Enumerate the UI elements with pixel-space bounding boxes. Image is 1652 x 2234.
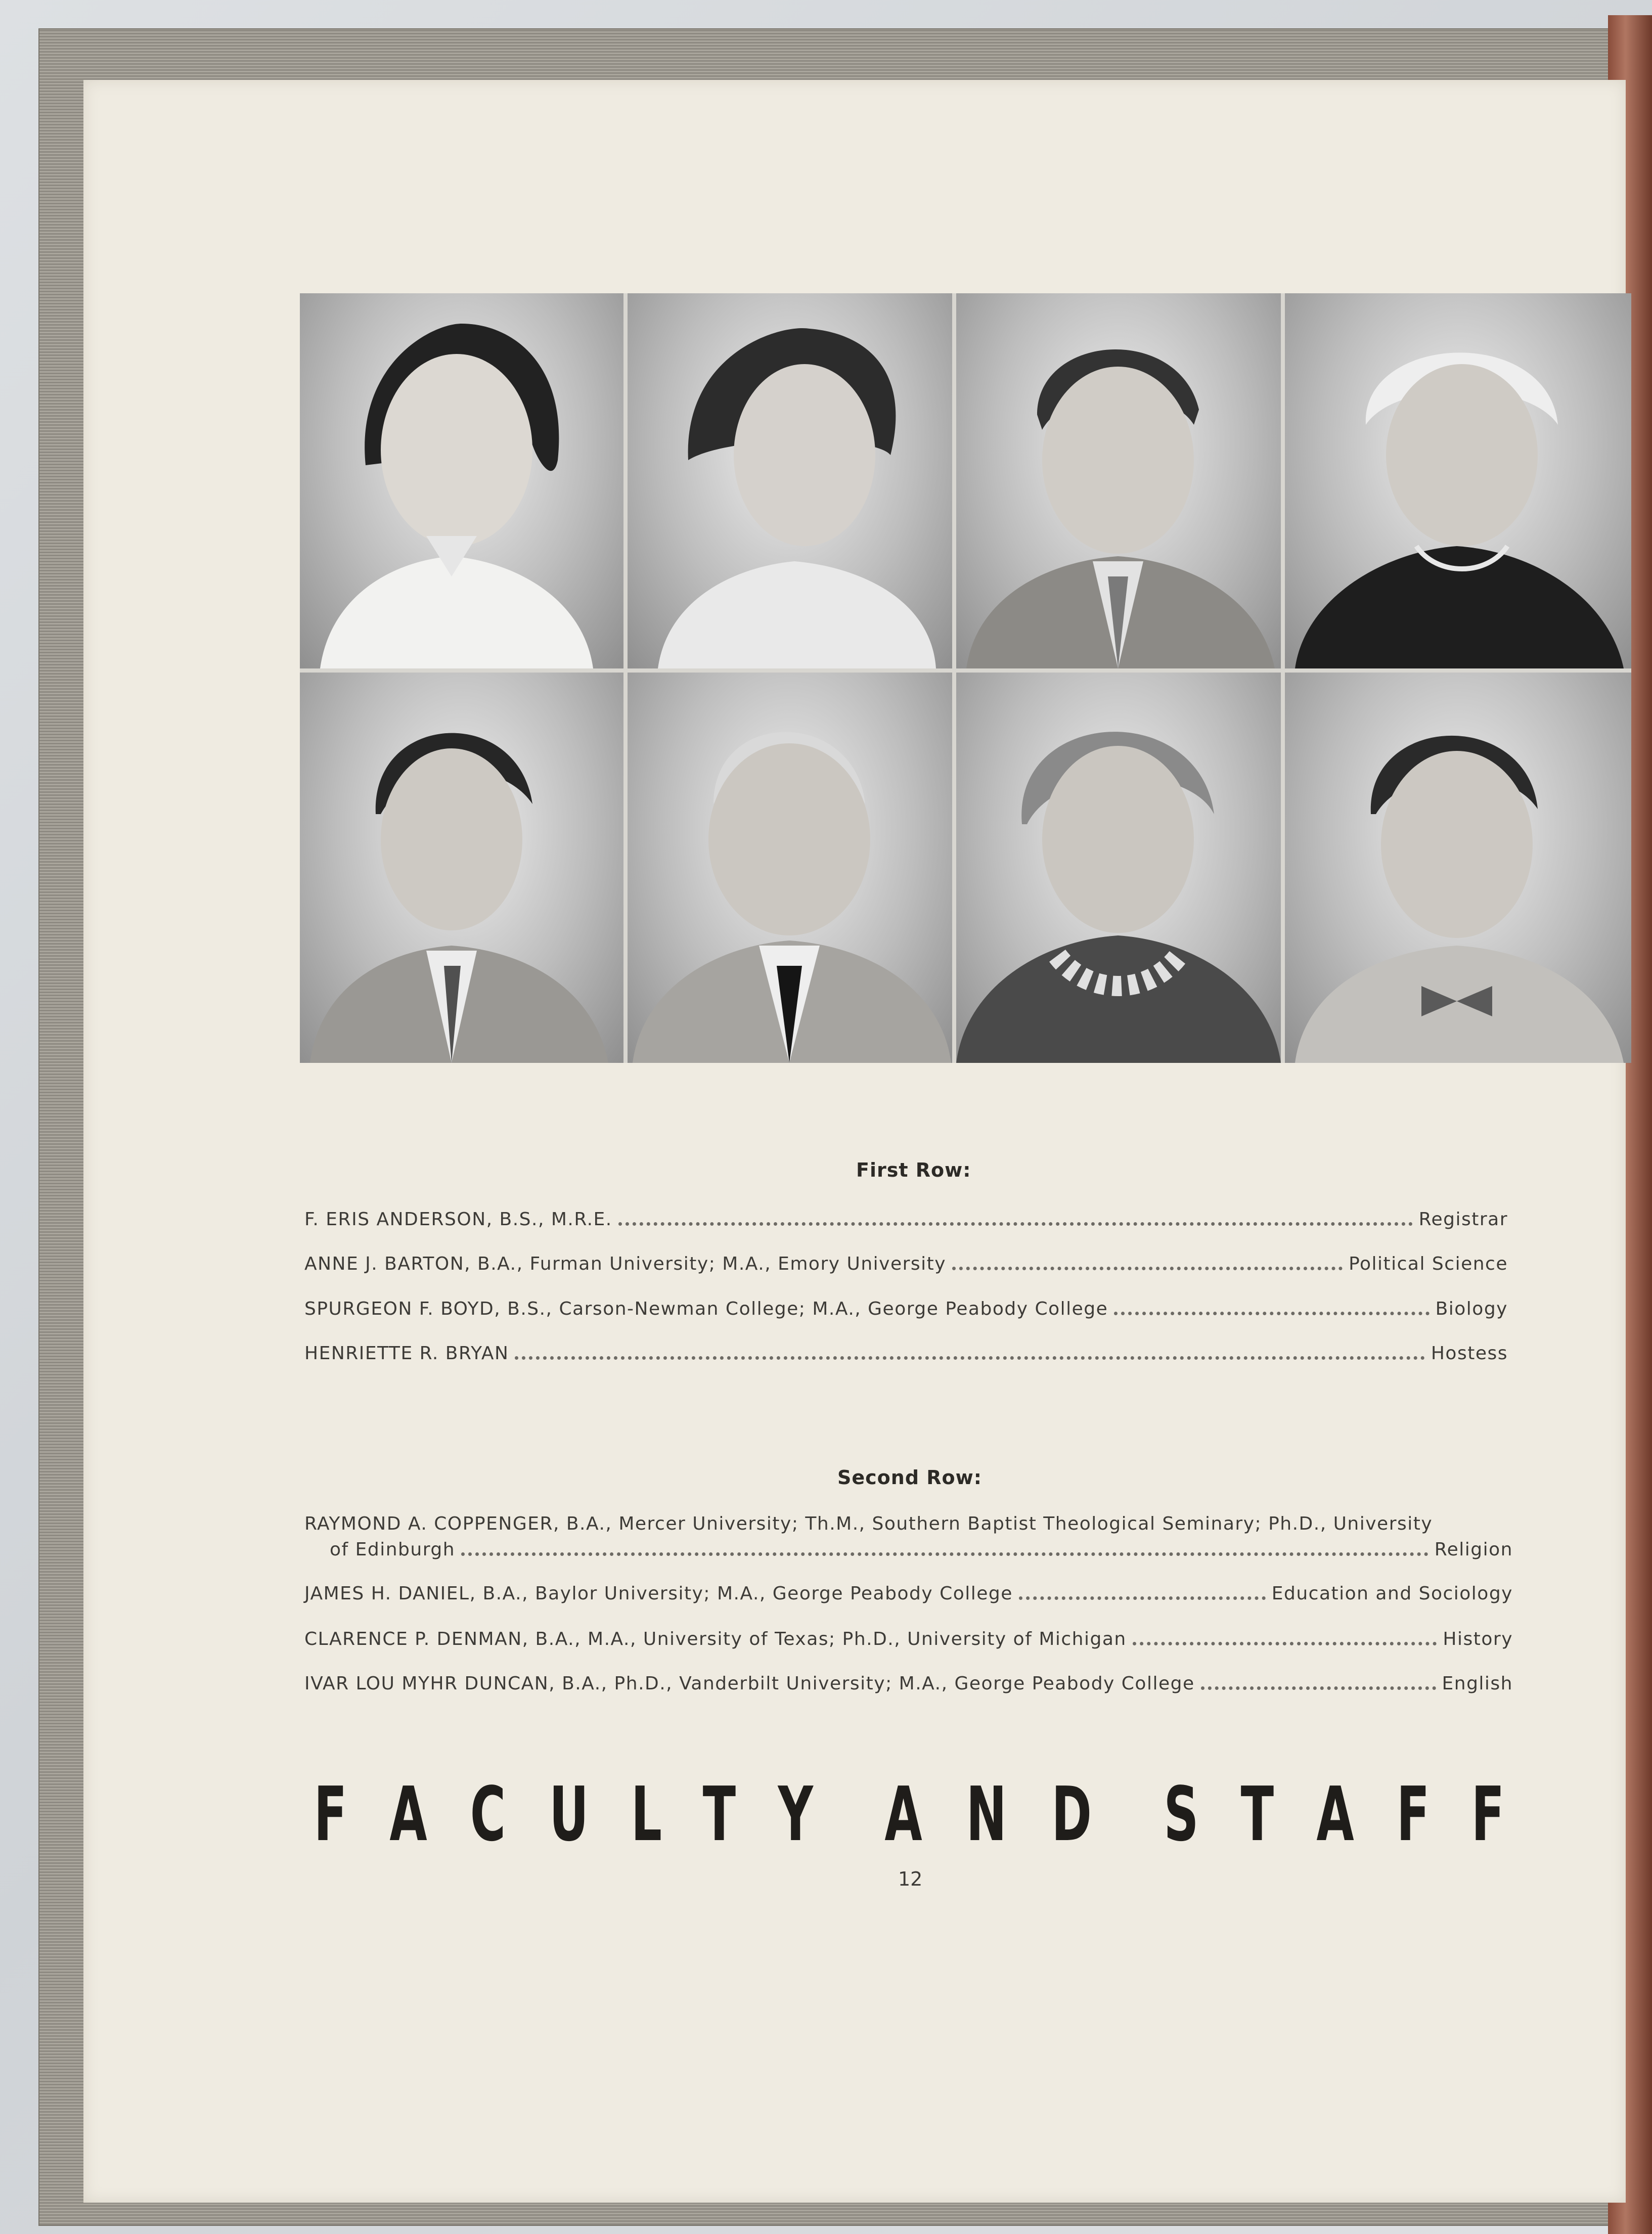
dot-leader [461,1552,1428,1556]
faculty-role: History [1443,1629,1513,1649]
list-item [304,1248,1508,1274]
faculty-name: HENRIETTE R. BRYAN [304,1343,509,1364]
title-letter: T [1240,1771,1274,1858]
dot-leader [1114,1312,1429,1315]
faculty-name: JAMES H. DANIEL, B.A., Baylor University; M.A., George Peabody College [304,1583,1013,1604]
title-letter: A [389,1771,427,1858]
title-letter: D [1051,1771,1092,1858]
faculty-role: Political Science [1349,1254,1508,1274]
title-letter: F [314,1771,347,1858]
title-letter: F [1396,1771,1430,1858]
title-letter: U [549,1771,589,1858]
faculty-role: Hostess [1431,1343,1508,1364]
first-row-heading: First Row: [856,1159,971,1181]
title-letter: C [470,1771,506,1858]
faculty-name: CLARENCE P. DENMAN, B.A., M.A., University of Texas; Ph.D., University of Michigan [304,1629,1127,1649]
page-number: 12 [898,1868,923,1890]
title-letter: T [703,1771,736,1858]
faculty-name: of Edinburgh [330,1539,456,1560]
title-letter: A [884,1771,923,1858]
faculty-role: Religion [1434,1539,1513,1560]
second-row-heading: Second Row: [837,1466,982,1489]
dot-leader [1133,1642,1437,1645]
title-letter: A [1316,1771,1354,1858]
title-letter: N [966,1771,1007,1858]
page-title [307,1771,1511,1858]
list-item [304,1668,1513,1694]
dot-leader [1201,1686,1436,1690]
dot-leader [1019,1596,1266,1600]
dot-leader [618,1222,1413,1226]
title-letter: F [1471,1771,1505,1858]
faculty-role: Education and Sociology [1271,1583,1513,1604]
dot-leader [515,1356,1424,1360]
faculty-role: English [1442,1673,1513,1694]
faculty-name: ANNE J. BARTON, B.A., Furman University; M.A., Emory University [304,1254,947,1274]
title-letter: S [1164,1771,1199,1858]
faculty-role: Biology [1435,1299,1508,1319]
faculty-name-line: RAYMOND A. COPPENGER, B.A., Mercer University; Th.M., Southern Baptist Theological Seminary; Ph.D., University [304,1513,1433,1534]
list-item [304,1293,1508,1319]
faculty-name: F. ERIS ANDERSON, B.S., M.R.E. [304,1209,612,1230]
list-item [304,1578,1513,1604]
faculty-role: Registrar [1418,1209,1508,1230]
faculty-name: IVAR LOU MYHR DUNCAN, B.A., Ph.D., Vanderbilt University; M.A., George Peabody College [304,1673,1195,1694]
title-letter: L [631,1771,662,1858]
list-item [304,1337,1508,1364]
dot-leader [952,1267,1343,1270]
list-item [304,1203,1508,1230]
list-item [330,1534,1513,1560]
list-item [304,1623,1513,1649]
title-letter: Y [778,1771,814,1858]
faculty-name: SPURGEON F. BOYD, B.S., Carson-Newman College; M.A., George Peabody College [304,1299,1108,1319]
